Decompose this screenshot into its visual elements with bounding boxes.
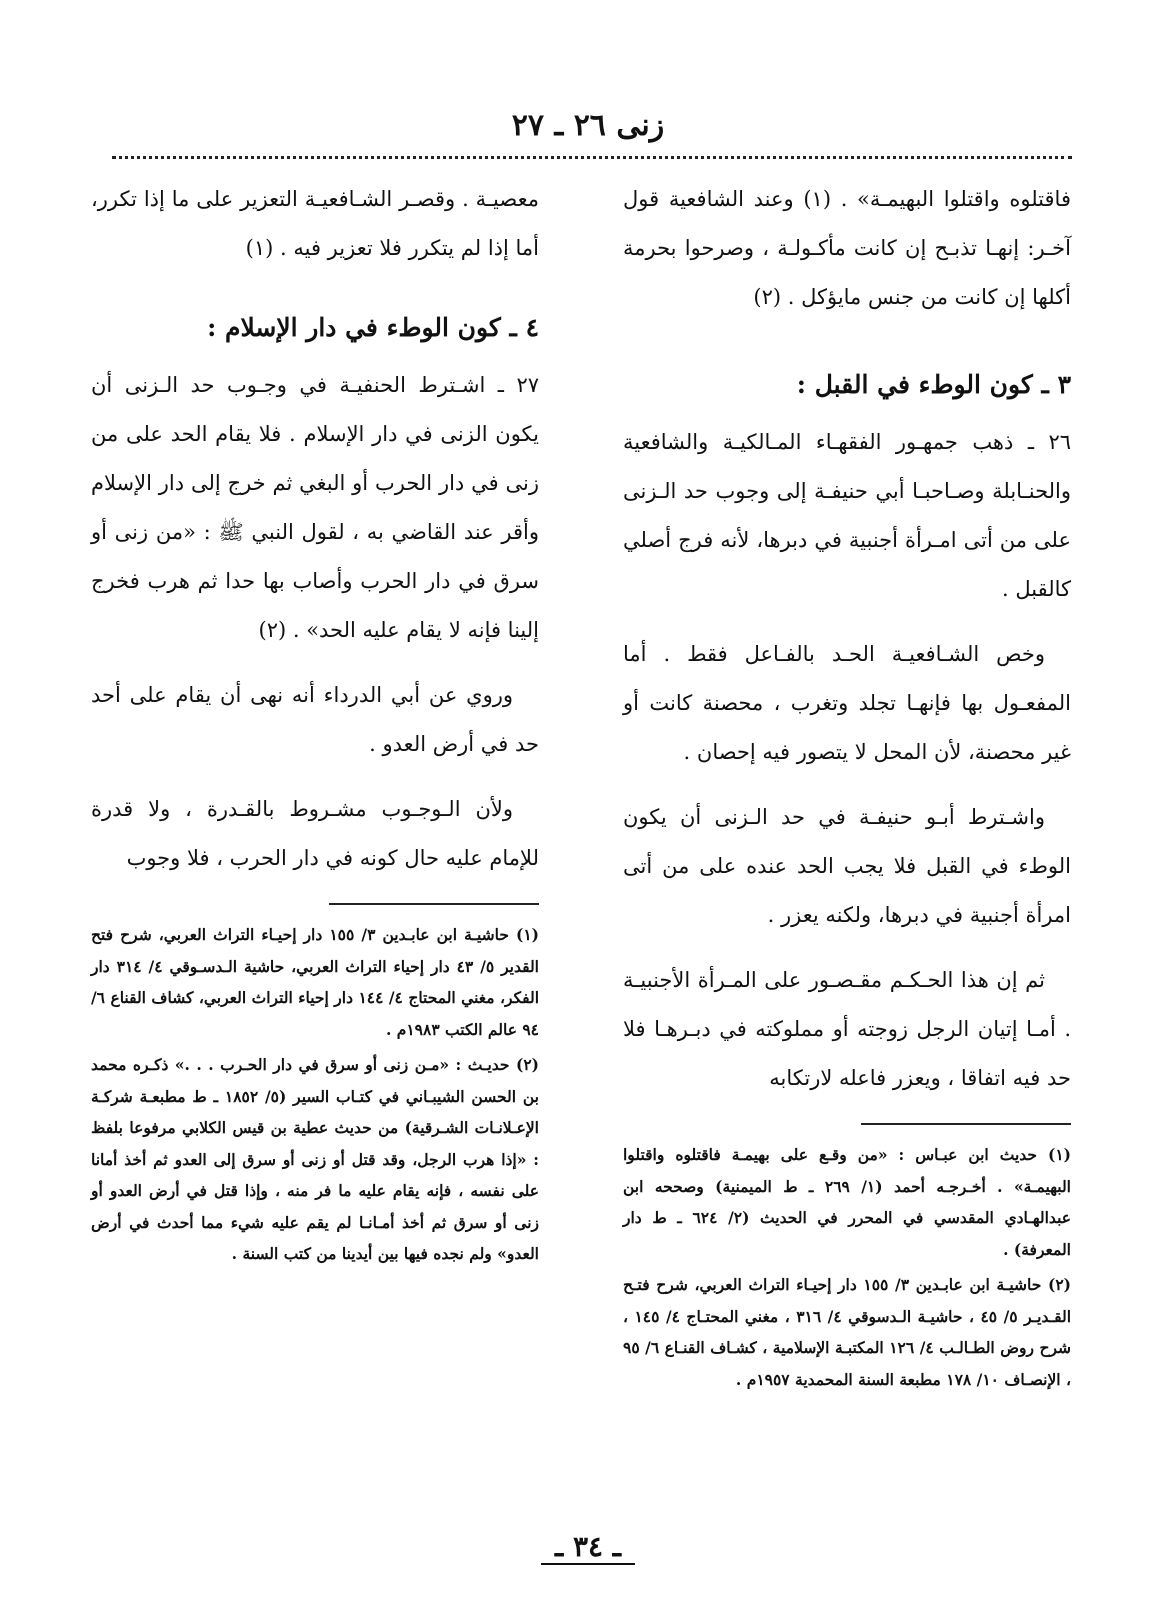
left-footnote-2: (٢) حديـث : «مـن زنى أو سرق في دار الحـرب . . .» ذكـره محمد بن الحسن الشيبـاني في كتـاب السير (٥/ ١٨٥٢ ـ ط مطبعـة شركـة الإعـلانـات الشـرقية) من حديث عطية بن قيس الكلابي مرفوعا بلفظ : «إذا هرب الرجل، وقد قتل أو زنى أو سرق إلى العدو ثم أخذ أمانا على نفسه ، فإنه يقام عليه ما فر منه ، وإذا قتل في أرض العدو أو زنى أو سرق ثم أخذ أمـانـا لم يقم عليه شيء مما أحدث في أرض العدو» ولم نجده فيها بين أيدينا من كتب السنة . (91, 1055, 539, 1263)
right-footnote-2: (٢) حاشيـة ابن عابـدين ٣/ ١٥٥ دار إحيـاء التراث العربي، شرح فتـح القـديـر ٥/ ٤٥ ، حاشيـة الـدسوقي ٤/ ٣١٦ ، مغني المحتـاج ٤/ ١٤٥ ، شرح روض الطـالـب ٤/ ١٢٦ المكتبـة الإسلامية ، كشـاف القنـاع ٦/ ٩٥ ، الإنصـاف ١٠/ ١٧٨ مطبعة السنة المحمدية ١٩٥٧م . (623, 1275, 1072, 1389)
running-header: زنى ٢٦ ـ ٢٧ (511, 108, 665, 143)
right-paragraph-26: ٢٦ ـ ذهب جمهـور الفقهـاء المـالكيـة والشافعية والحنـابلة وصـاحبـا أبي حنيفـة إلى وجوب حد الـزنى على من أتى امـرأة أجنبية في دبرها، لأنه فرج أصلي كالقبل . (623, 430, 1071, 601)
left-paragraph-abu-darda: وروي عن أبي الدرداء أنه نهى أن يقام على أحد حد في أرض العدو . (91, 683, 539, 756)
footnote-separator (861, 1123, 1071, 1125)
spacer (623, 338, 1071, 360)
section-heading-3: ٣ ـ كون الوطء في القبل : (796, 370, 1071, 399)
header-dotted-rule (112, 156, 1072, 159)
spacer (91, 289, 539, 303)
page-number-text: ـ ٣٤ ـ (541, 1530, 635, 1565)
section-heading-4: ٤ ـ كون الوطء في دار الإسلام : (207, 313, 539, 342)
left-column (91, 175, 539, 1274)
right-paragraph-1: فاقتلوه واقتلوا البهيمـة» . (١) وعند الشافعية قول آخـر: إنهـا تذبـح إن كانت مأكـولـة ، وصرحوا بحرمة أكلها إن كانت من جنس مايؤكل . (٢) (623, 187, 1071, 309)
footnote-separator (329, 903, 539, 905)
right-paragraph-abu-hanifa: واشـترط أبـو حنيفـة في حد الـزنى أن يكون الوطء في القبل فلا يجب الحد عنده على من أتى امرأة أجنبية في دبرها، ولكنه يعزر . (623, 805, 1071, 927)
left-paragraph-obligation: ولأن الـوجـوب مشـروط بالقـدرة ، ولا قدرة للإمام عليه حال كونه في دار الحرب ، فلا وجوب (91, 797, 539, 870)
left-paragraph-27: ٢٧ ـ اشـترط الحنفيـة في وجـوب حد الـزنى أن يكون الزنى في دار الإسلام . فلا يقام الحد على من زنى في دار الحرب أو البغي ثم خرج إلى دار الإسلام وأقر عند القاضي به ، لقول النبي ﷺ : «من زنى أو سرق في دار الحرب وأصاب بها حدا ثم هرب فخرج إلينا فإنه لا يقام عليه الحد» . (٢) (91, 373, 539, 642)
left-footnote-1: (١) حاشيـة ابن عابـدين ٣/ ١٥٥ دار إحيـاء التراث العربي، شرح فتح القدير ٥/ ٤٣ دار إحياء التراث العربي، حاشية الـدسـوقي ٤/ ٣١٤ دار الفكر، مغني المحتاج ٤/ ١٤٤ دار إحياء التراث العربي، كشاف القناع ٦/ ٩٤ عالم الكتب ١٩٨٣م . (91, 925, 540, 1039)
right-paragraph-foreign-woman: ثم إن هذا الحـكـم مقـصـور على المـرأة الأجنبيـة . أمـا إتيان الرجل زوجته أو مملوكته في دبـرهـا فلا حد فيه اتفاقا ، ويعزر فاعله لارتكابه (623, 968, 1071, 1090)
page-number (0, 1530, 1176, 1563)
right-column (623, 175, 1071, 1399)
right-footnote-1: (١) حديث ابن عبـاس : «من وقـع على بهيمـة فاقتلوه واقتلوا البهيمـة» . أخـرجـه أحمد (١/ ٢٦٩ ـ ط الميمنية) وصححه ابن عبدالهـادي المقدسي في المحرر في الحديث (٢/ ٦٢٤ ـ ط دار المعرفة) . (623, 1145, 1071, 1259)
right-paragraph-shafii: وخص الشـافعيـة الحـد بالفـاعل فقط . أما المفعـول بها فإنهـا تجلد وتغرب ، محصنة كانت أو غير محصنة، لأن المحل لا يتصور فيه إحصان . (623, 642, 1071, 764)
left-paragraph-1: معصيـة . وقصـر الشـافعيـة التعزير على ما إذا تكرر، أما إذا لم يتكرر فلا تعزير فيه . (١) (91, 187, 539, 260)
